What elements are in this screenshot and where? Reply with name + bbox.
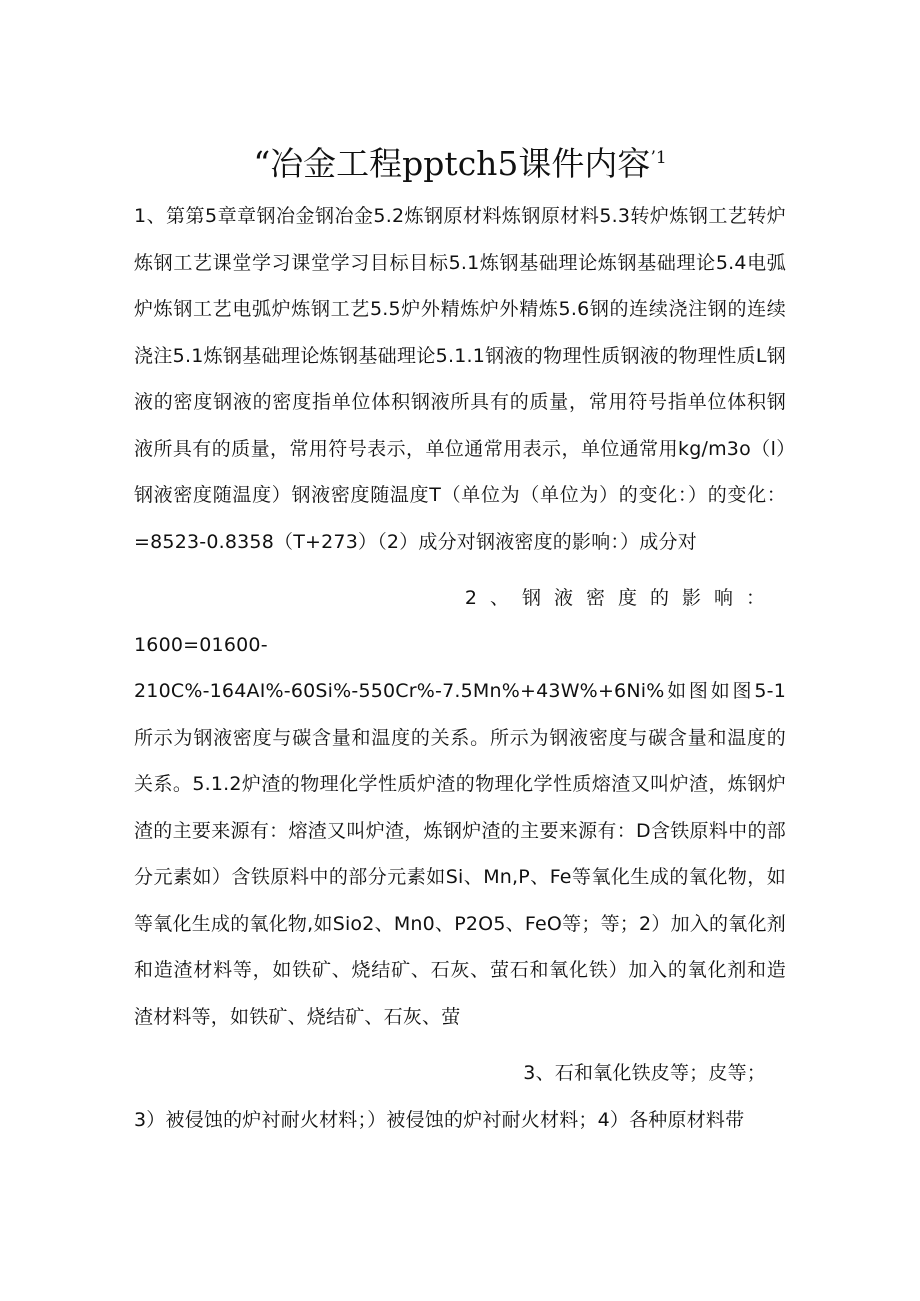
section-3-body: 3）被侵蚀的炉衬耐火材料；）被侵蚀的炉衬耐火材料；4）各种原材料带: [134, 1108, 745, 1131]
title-superscript: ’1: [650, 148, 667, 168]
section-2-body: 1600=01600-210C%-164AI%-60Si%-550Cr%-7.5Mn%+43W%+6Ni%如图如图5-1所示为钢液密度与碳含量和温度的关系。所示为钢液密度与碳含量和温度的关系。5.1.2炉渣的物理化学性质炉渣的物理化学性质熔渣又叫炉渣，炼钢炉渣的主要来源有：熔渣又叫炉渣，炼钢炉渣的主要来源有：D含铁原料中的部分元素如）含铁原料中的部分元素如Si、Mn,P、Fe等氧化生成的氧化物，如等氧化生成的氧化物,如Sio2、Mn0、P2O5、FeO等；等；2）加入的氧化剂和造渣材料等，如铁矿、烧结矿、石灰、萤石和氧化铁）加入的氧化剂和造渣材料等，如铁矿、烧结矿、石灰、萤: [134, 633, 786, 1028]
paragraph-2: [134, 575, 786, 1040]
title-main-text: “冶金工程pptch5课件内容: [253, 144, 651, 183]
document-title: [0, 136, 920, 186]
section-3-heading: 3、石和氧化铁皮等；皮等；: [523, 1062, 766, 1084]
document-body: [134, 193, 786, 1143]
paragraph-3: [134, 1050, 786, 1143]
paragraph-1: 1、第第5章章钢冶金钢冶金5.2炼钢原材料炼钢原材料5.3转炉炼钢工艺转炉炼钢工艺课堂学习课堂学习目标目标5.1炼钢基础理论炼钢基础理论5.4电弧炉炼钢工艺电弧炉炼钢工艺5.5炉外精炼炉外精炼5.6钢的连续浇注钢的连续浇注5.1炼钢基础理论炼钢基础理论5.1.1钢液的物理性质钢液的物理性质L钢液的密度钢液的密度指单位体积钢液所具有的质量，常用符号指单位体积钢液所具有的质量，常用符号表示，单位通常用表示，单位通常用kg∕m3o（l）钢液密度随温度）钢液密度随温度T（单位为（单位为）的变化：）的变化：=8523-0.8358（T+273）（2）成分对钢液密度的影响：）成分对: [134, 205, 786, 553]
section-2-heading: 2、钢液密度的影响：: [464, 587, 778, 609]
